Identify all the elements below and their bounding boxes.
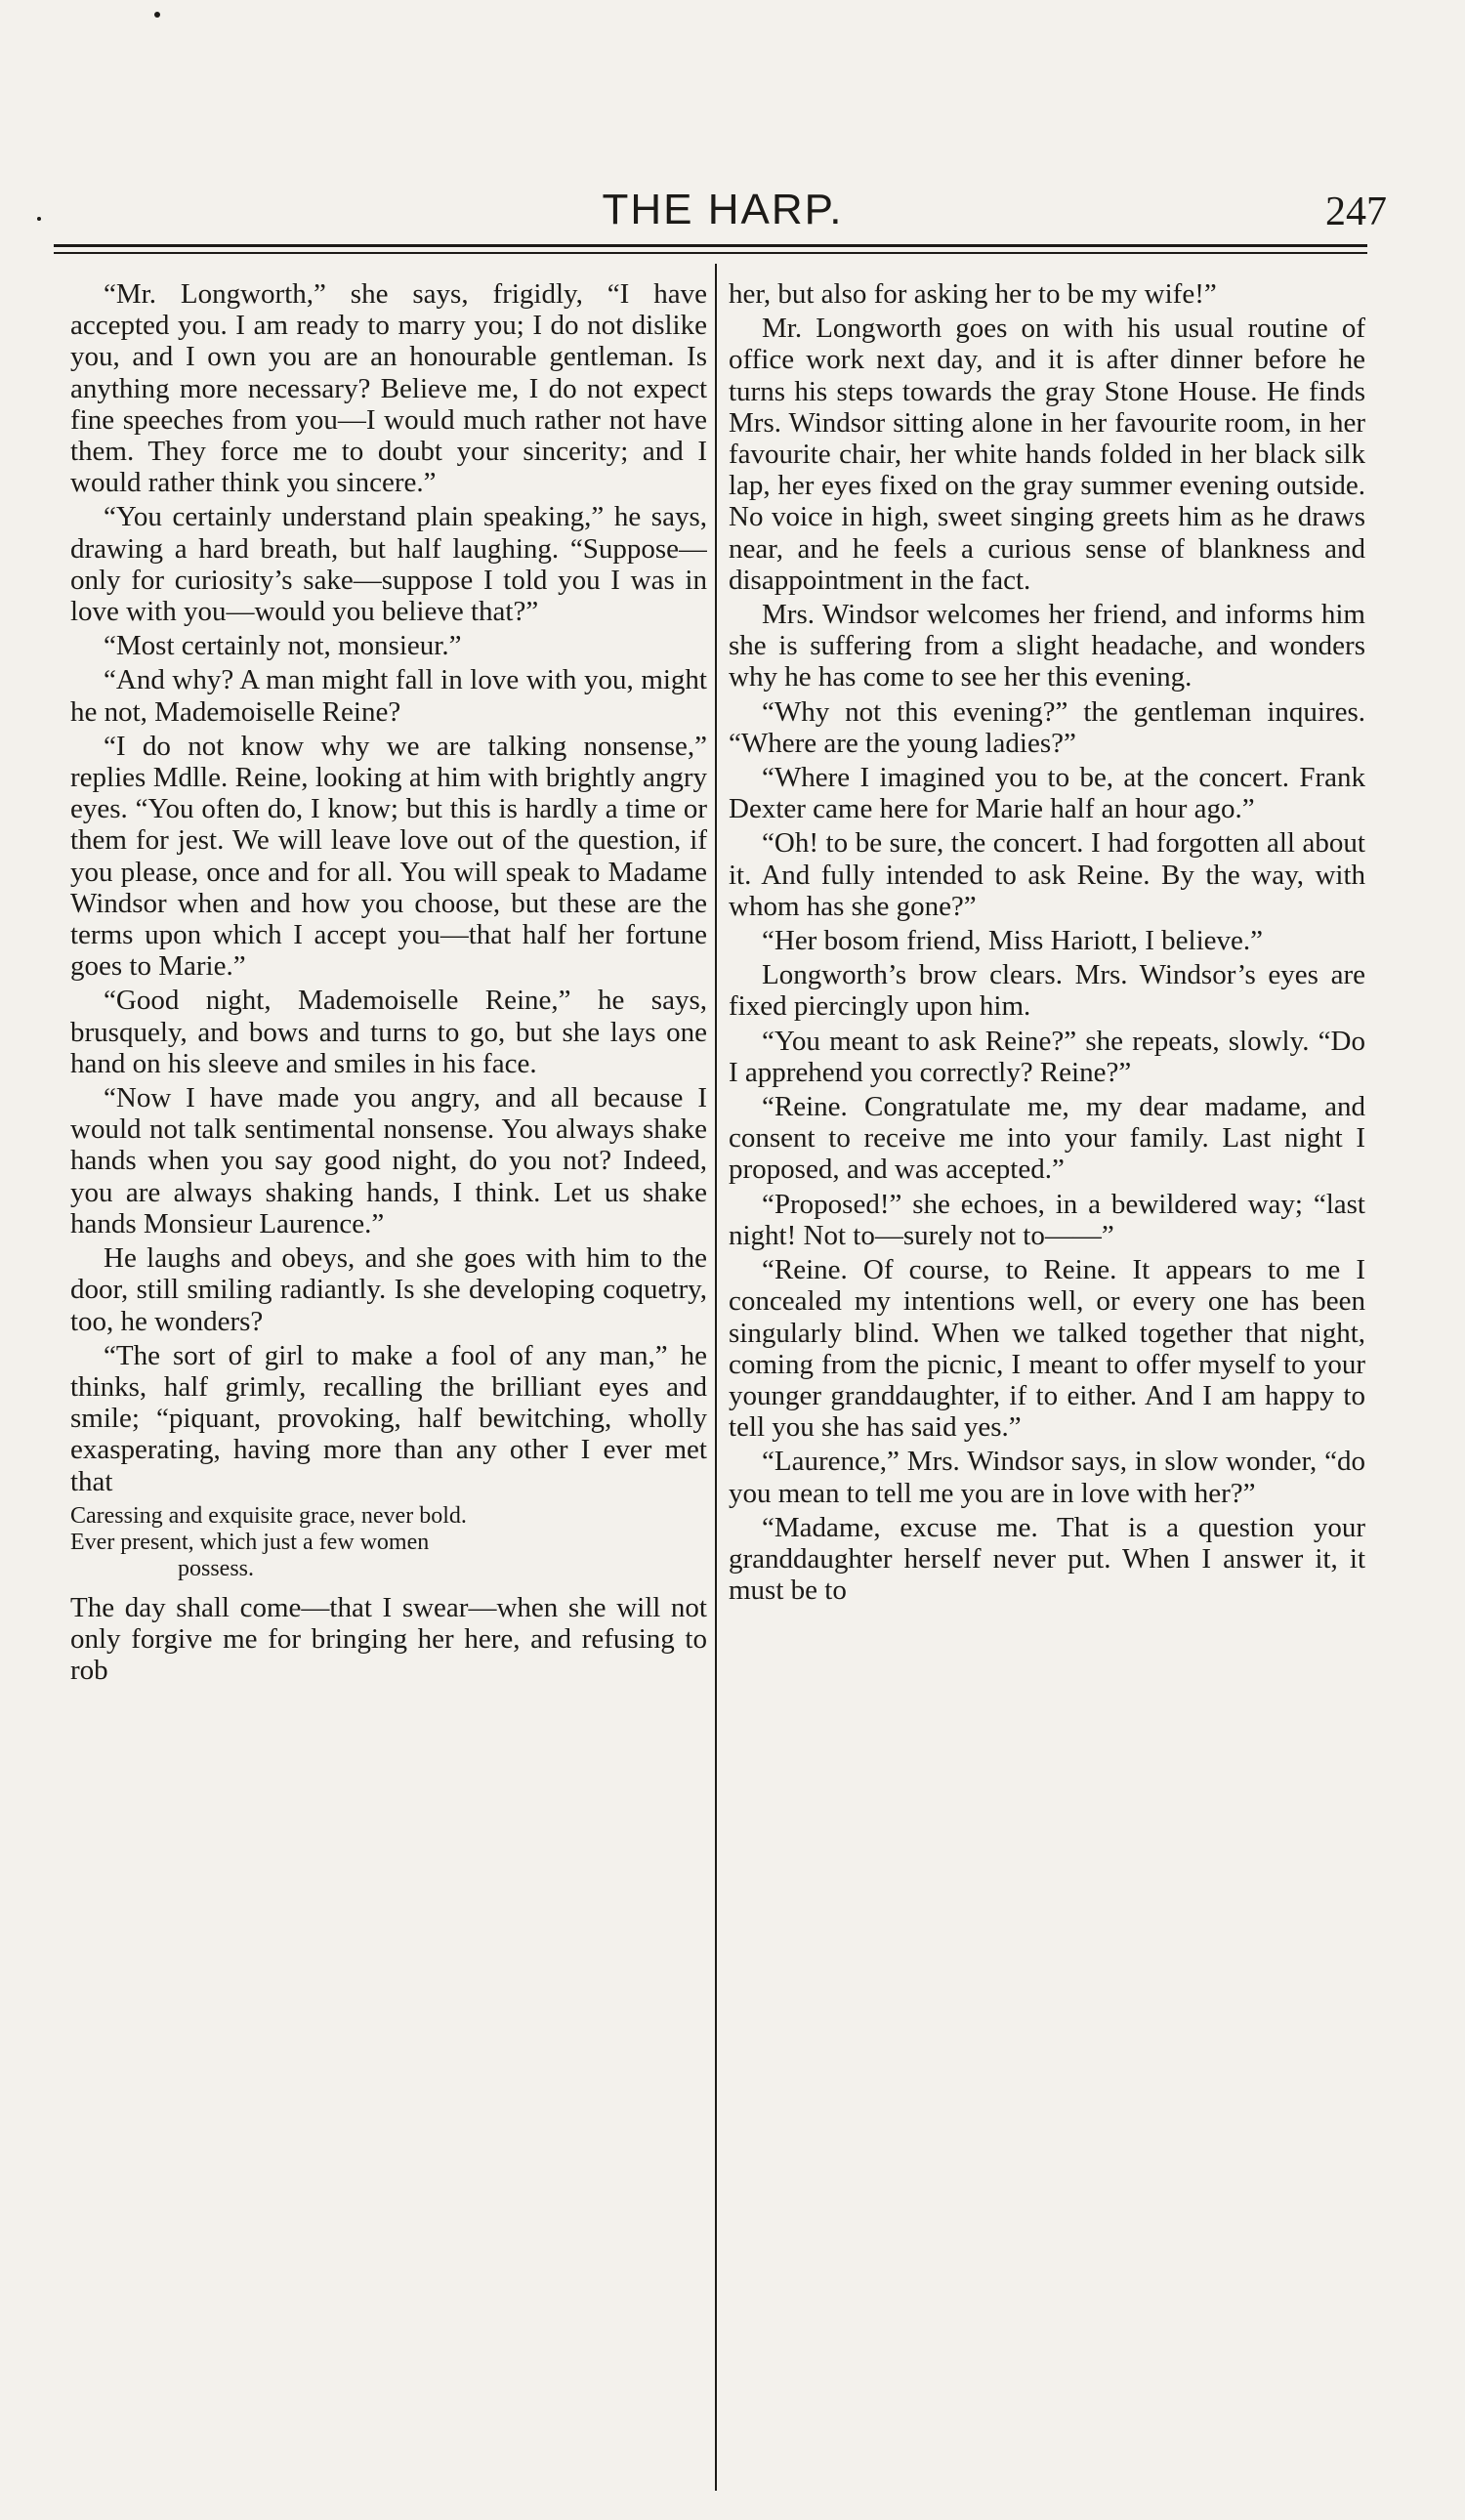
paragraph: “Laurence,” Mrs. Windsor says, in slow wonder, “do you mean to tell me you are in love with her?”	[729, 1446, 1365, 1509]
left-column	[70, 278, 707, 2496]
paragraph: “Now I have made you angry, and all because I would not talk sentimental nonsense. You always shake hands when you say good night, do you not? Indeed, you are always shaking hands, I think. Let us shake hands Monsieur Laurence.”	[70, 1082, 707, 1239]
print-speck	[154, 12, 160, 18]
paragraph: “Her bosom friend, Miss Hariott, I believe.”	[762, 925, 1263, 957]
verse-quote	[70, 1503, 707, 1582]
paragraph: “Where I imagined you to be, at the concert. Frank Dexter came here for Marie half an hour ago.”	[729, 762, 1365, 825]
paragraph: “Proposed!” she echoes, in a bewildered way; “last night! Not to—surely not to——”	[729, 1188, 1365, 1251]
header-rule-thick	[54, 244, 1367, 247]
paragraph: “Most certainly not, monsieur.”	[104, 630, 462, 662]
verse-line: Caressing and exquisite grace, never bold.	[70, 1502, 467, 1529]
paragraph: “Oh! to be sure, the concert. I had forgotten all about it. And fully intended to ask Reine. By the way, with whom has she gone?”	[729, 827, 1365, 922]
print-speck	[37, 217, 41, 221]
paragraph: “And why? A man might fall in love with you, might he not, Mademoiselle Reine?	[70, 664, 707, 728]
paragraph: “Madame, excuse me. That is a question your granddaughter herself never put. When I answer it, it must be to	[729, 1511, 1365, 1607]
header-rule-thin	[54, 252, 1367, 254]
paragraph: “The sort of girl to make a fool of any man,” he thinks, half grimly, recalling the brilliant eyes and smile; “piquant, provoking, half bewitching, wholly exasperating, having more than any other I ever met that	[70, 1339, 707, 1497]
verse-line: possess.	[178, 1555, 255, 1581]
paragraph: “Mr. Longworth,” she says, frigidly, “I have accepted you. I am ready to marry you; I do not dislike you, and I own you are an honourable gentleman. Is anything more necessary? Believe me, I do not expect fine speeches from you—I would much rather not have them. They force me to doubt your sincerity; and I would rather think you sincere.”	[70, 278, 707, 499]
paragraph: “You certainly understand plain speaking,” he says, drawing a hard breath, but half laughing. “Suppose—only for curiosity’s sake—suppose I told you I was in love with you—would you believe that?”	[70, 501, 707, 628]
journal-title: THE HARP.	[602, 186, 844, 233]
verse-line: Ever present, which just a few women	[70, 1529, 430, 1555]
paragraph: her, but also for asking her to be my wife!”	[729, 278, 1217, 310]
paragraph: Mr. Longworth goes on with his usual routine of office work next day, and it is after dinner before he turns his steps towards the gray Stone House. He finds Mrs. Windsor sitting alone in her favourite room, in her favourite chair, her white hands folded in her black silk lap, her eyes fixed on the gray summer evening outside. No voice in high, sweet singing greets him as he draws near, and he feels a curious sense of blankness and disappointment in the fact.	[729, 313, 1365, 596]
paragraph: “Reine. Of course, to Reine. It appears to me I concealed my intentions well, or every one has been singularly blind. When we talked together that night, coming from the picnic, I meant to offer myself to your younger granddaughter, if to either. And I am happy to tell you she has said yes.”	[729, 1254, 1365, 1444]
paragraph: “Reine. Congratulate me, my dear madame, and consent to receive me into your family. Last night I proposed, and was accepted.”	[729, 1091, 1365, 1186]
paragraph: “I do not know why we are talking nonsense,” replies Mdlle. Reine, looking at him with brightly angry eyes. “You often do, I know; but this is hardly a time or them for jest. We will leave love out of the question, if you please, once and for all. You will speak to Madame Windsor when and how you choose, but these are the terms upon which I accept you—that half her fortune goes to Marie.”	[70, 730, 707, 983]
paragraph: “Why not this evening?” the gentleman inquires. “Where are the young ladies?”	[729, 695, 1365, 759]
paragraph: He laughs and obeys, and she goes with him to the door, still smiling radiantly. Is she developing coquetry, too, he wonders?	[70, 1242, 707, 1337]
paragraph: “You meant to ask Reine?” she repeats, slowly. “Do I apprehend you correctly? Reine?”	[729, 1025, 1365, 1088]
right-column	[729, 278, 1365, 2496]
running-header	[59, 181, 1387, 239]
paragraph: Mrs. Windsor welcomes her friend, and informs him she is suffering from a slight headache, and wonders why he has come to see her this evening.	[729, 599, 1365, 693]
paragraph: “Good night, Mademoiselle Reine,” he says, brusquely, and bows and turns to go, but she lays one hand on his sleeve and smiles in his face.	[70, 985, 707, 1079]
paragraph: The day shall come—that I swear—when she will not only forgive me for bringing her here, and refusing to rob	[70, 1591, 707, 1687]
paragraph: Longworth’s brow clears. Mrs. Windsor’s eyes are fixed piercingly upon him.	[729, 959, 1365, 1023]
column-divider	[715, 264, 717, 2491]
page-number: 247	[1325, 189, 1387, 234]
